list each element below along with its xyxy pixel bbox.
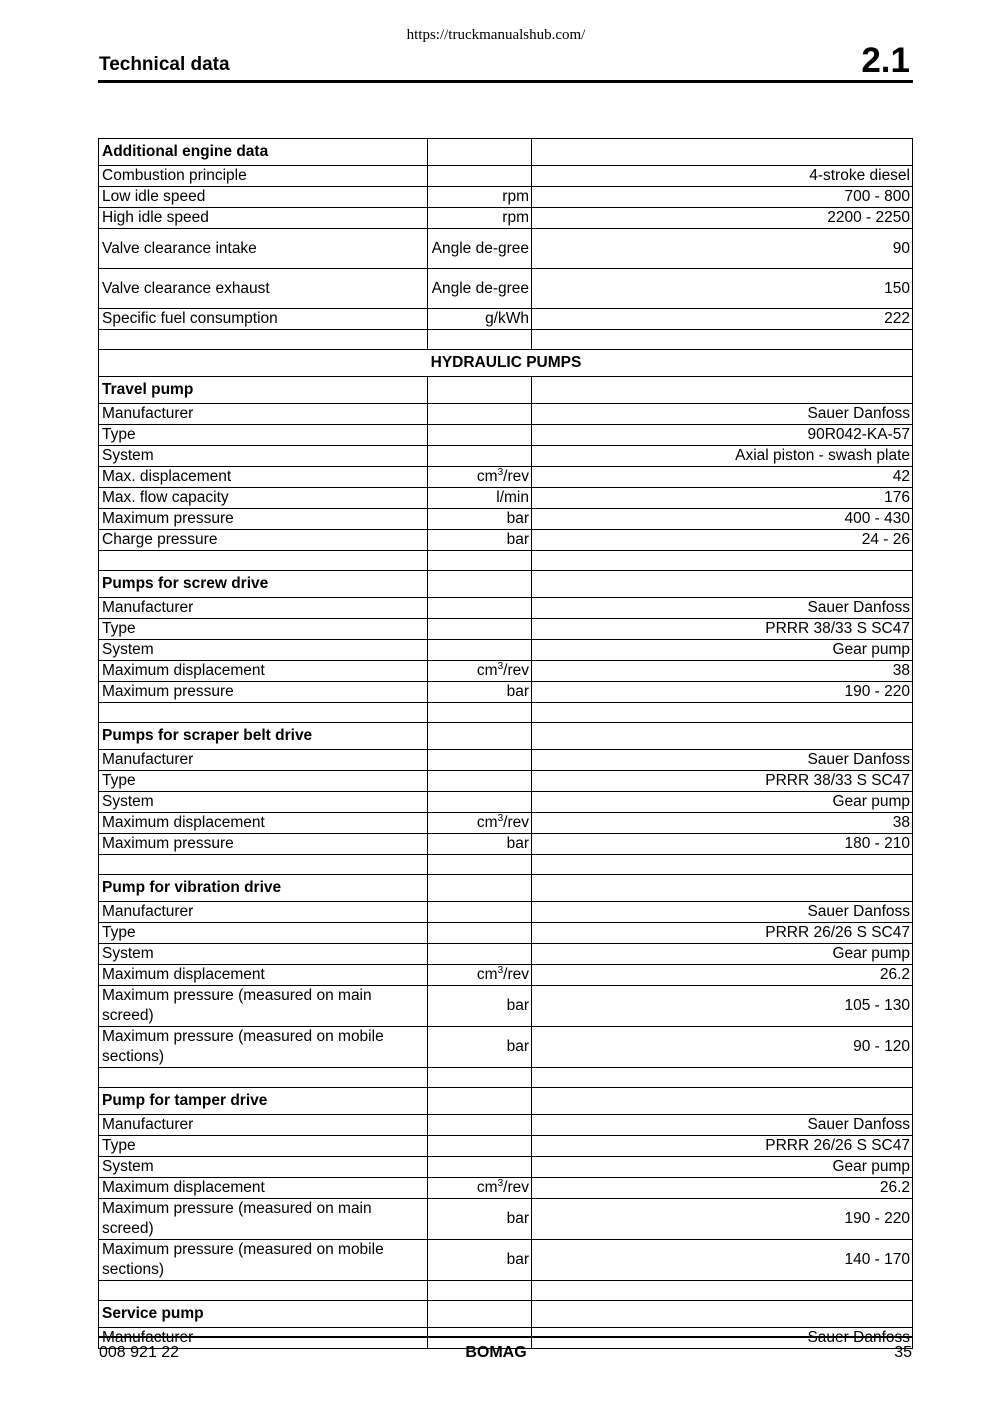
row-label: System (99, 792, 428, 813)
technical-data-table (98, 138, 913, 1349)
row-unit: rpm (428, 187, 532, 208)
row-label: System (99, 446, 428, 467)
table-row (99, 944, 913, 965)
row-value (532, 551, 913, 571)
row-value (532, 1301, 913, 1328)
row-label: Specific fuel consumption (99, 309, 428, 330)
row-value: Gear pump (532, 1157, 913, 1178)
table-row (99, 1157, 913, 1178)
row-unit: bar (428, 986, 532, 1027)
row-unit (428, 875, 532, 902)
row-label: Maximum pressure (measured on mobile sections) (99, 1240, 428, 1281)
row-unit (428, 404, 532, 425)
row-value: 176 (532, 488, 913, 509)
row-unit (428, 139, 532, 166)
row-label: Service pump (99, 1301, 428, 1328)
row-unit (428, 330, 532, 350)
source-url: https://truckmanualshub.com/ (406, 27, 586, 43)
spacer-row (99, 703, 913, 723)
row-unit: bar (428, 530, 532, 551)
row-value: PRRR 26/26 S SC47 (532, 1136, 913, 1157)
row-label: Low idle speed (99, 187, 428, 208)
row-unit (428, 551, 532, 571)
table-row (99, 1178, 913, 1199)
spacer-row (99, 1281, 913, 1301)
section-heading-row (99, 1088, 913, 1115)
row-value: Gear pump (532, 944, 913, 965)
section-heading-row (99, 1301, 913, 1328)
table-row (99, 640, 913, 661)
row-value: PRRR 26/26 S SC47 (532, 923, 913, 944)
row-unit: Angle de-gree (428, 269, 532, 309)
row-unit: Angle de-gree (428, 229, 532, 269)
table-row (99, 425, 913, 446)
table-row (99, 1240, 913, 1281)
row-unit: bar (428, 1199, 532, 1240)
brand-name: BOMAG (465, 1344, 527, 1361)
row-label: Max. flow capacity (99, 488, 428, 509)
row-value (532, 875, 913, 902)
row-value (532, 377, 913, 404)
row-unit (428, 723, 532, 750)
row-label: Manufacturer (99, 750, 428, 771)
table-row (99, 902, 913, 923)
row-label: High idle speed (99, 208, 428, 229)
row-label: Manufacturer (99, 1115, 428, 1136)
row-unit (428, 598, 532, 619)
row-label: Manufacturer (99, 404, 428, 425)
row-value: PRRR 38/33 S SC47 (532, 771, 913, 792)
table-row (99, 1115, 913, 1136)
group-heading-row (99, 350, 913, 377)
row-label: Type (99, 619, 428, 640)
row-label: Maximum pressure (measured on main screed) (99, 986, 428, 1027)
row-value: 90 (532, 229, 913, 269)
row-unit: $cm^3$/rev (428, 813, 532, 834)
row-label: Pump for vibration drive (99, 875, 428, 902)
row-value: Axial piston - swash plate (532, 446, 913, 467)
spacer-row (99, 330, 913, 350)
row-value: 190 - 220 (532, 682, 913, 703)
row-label: Maximum displacement (99, 1178, 428, 1199)
row-unit: $cm^3$/rev (428, 661, 532, 682)
row-label: Maximum pressure (99, 834, 428, 855)
row-unit (428, 446, 532, 467)
row-label: Max. displacement (99, 467, 428, 488)
row-value: 400 - 430 (532, 509, 913, 530)
row-label: Type (99, 425, 428, 446)
table-row (99, 187, 913, 208)
row-label: Travel pump (99, 377, 428, 404)
row-label: Maximum pressure (measured on mobile sections) (99, 1027, 428, 1068)
row-label (99, 855, 428, 875)
row-label: Maximum displacement (99, 813, 428, 834)
table-row (99, 661, 913, 682)
row-value: 140 - 170 (532, 1240, 913, 1281)
table-row (99, 834, 913, 855)
row-unit: bar (428, 834, 532, 855)
row-value (532, 703, 913, 723)
row-value: Sauer Danfoss (532, 902, 913, 923)
row-unit (428, 377, 532, 404)
row-label: Maximum pressure (measured on main screed) (99, 1199, 428, 1240)
row-value (532, 1088, 913, 1115)
row-value: 38 (532, 813, 913, 834)
table-row (99, 1199, 913, 1240)
row-value: Gear pump (532, 792, 913, 813)
row-value: Gear pump (532, 640, 913, 661)
row-label: Pumps for screw drive (99, 571, 428, 598)
row-value (532, 723, 913, 750)
row-label (99, 703, 428, 723)
row-value: Sauer Danfoss (532, 404, 913, 425)
table-row (99, 986, 913, 1027)
row-label: Additional engine data (99, 139, 428, 166)
table-row (99, 792, 913, 813)
row-unit: bar (428, 1240, 532, 1281)
row-unit (428, 619, 532, 640)
row-value: 150 (532, 269, 913, 309)
row-value (532, 1281, 913, 1301)
table-row (99, 923, 913, 944)
row-value: 700 - 800 (532, 187, 913, 208)
row-value (532, 855, 913, 875)
row-unit (428, 792, 532, 813)
row-unit: $cm^3$/rev (428, 467, 532, 488)
row-value: 26.2 (532, 965, 913, 986)
section-heading-row (99, 571, 913, 598)
table-row (99, 404, 913, 425)
table-row (99, 771, 913, 792)
row-label: System (99, 1157, 428, 1178)
row-value: 222 (532, 309, 913, 330)
row-unit (428, 1136, 532, 1157)
row-value: Sauer Danfoss (532, 750, 913, 771)
row-value (532, 139, 913, 166)
row-unit (428, 1301, 532, 1328)
row-unit (428, 771, 532, 792)
row-unit (428, 1281, 532, 1301)
table-row (99, 467, 913, 488)
row-unit: $cm^3$/rev (428, 1178, 532, 1199)
row-label: Pumps for scraper belt drive (99, 723, 428, 750)
spacer-row (99, 551, 913, 571)
row-unit (428, 425, 532, 446)
row-label (99, 551, 428, 571)
row-label: Type (99, 771, 428, 792)
section-number: 2.1 (861, 41, 910, 80)
footer-divider (98, 1336, 913, 1338)
page-title: Technical data (99, 54, 230, 75)
page-number: 35 (894, 1344, 912, 1361)
row-value: 26.2 (532, 1178, 913, 1199)
row-label (99, 1068, 428, 1088)
row-unit (428, 923, 532, 944)
row-unit (428, 703, 532, 723)
row-value (532, 330, 913, 350)
row-label: Valve clearance intake (99, 229, 428, 269)
table-row (99, 813, 913, 834)
table-row (99, 530, 913, 551)
row-unit (428, 944, 532, 965)
row-unit (428, 640, 532, 661)
row-value: 105 - 130 (532, 986, 913, 1027)
row-label: Type (99, 1136, 428, 1157)
row-value: PRRR 38/33 S SC47 (532, 619, 913, 640)
row-value: 90 - 120 (532, 1027, 913, 1068)
row-label: Combustion principle (99, 166, 428, 187)
row-label: Maximum displacement (99, 965, 428, 986)
row-unit: bar (428, 509, 532, 530)
document-number: 008 921 22 (99, 1344, 180, 1361)
row-value: Sauer Danfoss (532, 1115, 913, 1136)
row-unit (428, 1088, 532, 1115)
table-row (99, 598, 913, 619)
spacer-row (99, 1068, 913, 1088)
row-unit: bar (428, 1027, 532, 1068)
row-label: Pump for tamper drive (99, 1088, 428, 1115)
row-unit: $cm^3$/rev (428, 965, 532, 986)
table-row (99, 229, 913, 269)
row-value: 180 - 210 (532, 834, 913, 855)
row-unit (428, 750, 532, 771)
row-label (99, 1281, 428, 1301)
spacer-row (99, 855, 913, 875)
table-row (99, 208, 913, 229)
row-label: Manufacturer (99, 598, 428, 619)
table-row (99, 446, 913, 467)
row-unit: l/min (428, 488, 532, 509)
row-value: 38 (532, 661, 913, 682)
row-value: 190 - 220 (532, 1199, 913, 1240)
table-row (99, 309, 913, 330)
table-row (99, 619, 913, 640)
row-unit (428, 902, 532, 923)
row-unit: g/kWh (428, 309, 532, 330)
row-unit (428, 1115, 532, 1136)
table-row (99, 1136, 913, 1157)
row-value (532, 571, 913, 598)
row-value: Sauer Danfoss (532, 598, 913, 619)
row-value: 42 (532, 467, 913, 488)
row-value: 2200 - 2250 (532, 208, 913, 229)
row-unit: bar (428, 682, 532, 703)
table-row (99, 509, 913, 530)
section-heading-row (99, 723, 913, 750)
header-divider (98, 80, 913, 83)
section-heading-row (99, 377, 913, 404)
row-label: Type (99, 923, 428, 944)
row-unit (428, 571, 532, 598)
row-unit (428, 855, 532, 875)
table-row (99, 488, 913, 509)
row-unit: rpm (428, 208, 532, 229)
table-row (99, 1027, 913, 1068)
section-heading-row (99, 139, 913, 166)
table-row (99, 682, 913, 703)
row-unit (428, 166, 532, 187)
row-label: System (99, 640, 428, 661)
table-row (99, 965, 913, 986)
row-label (99, 330, 428, 350)
section-heading-row (99, 875, 913, 902)
row-label: Maximum pressure (99, 509, 428, 530)
row-label: Charge pressure (99, 530, 428, 551)
row-value: 90R042-KA-57 (532, 425, 913, 446)
group-heading: HYDRAULIC PUMPS (99, 350, 913, 377)
row-label: System (99, 944, 428, 965)
table-row (99, 269, 913, 309)
row-label: Maximum displacement (99, 661, 428, 682)
row-label: Maximum pressure (99, 682, 428, 703)
row-value: 24 - 26 (532, 530, 913, 551)
table-row (99, 166, 913, 187)
row-label: Manufacturer (99, 902, 428, 923)
row-unit (428, 1068, 532, 1088)
table-row (99, 750, 913, 771)
row-value (532, 1068, 913, 1088)
row-label: Valve clearance exhaust (99, 269, 428, 309)
row-value: 4-stroke diesel (532, 166, 913, 187)
row-unit (428, 1157, 532, 1178)
